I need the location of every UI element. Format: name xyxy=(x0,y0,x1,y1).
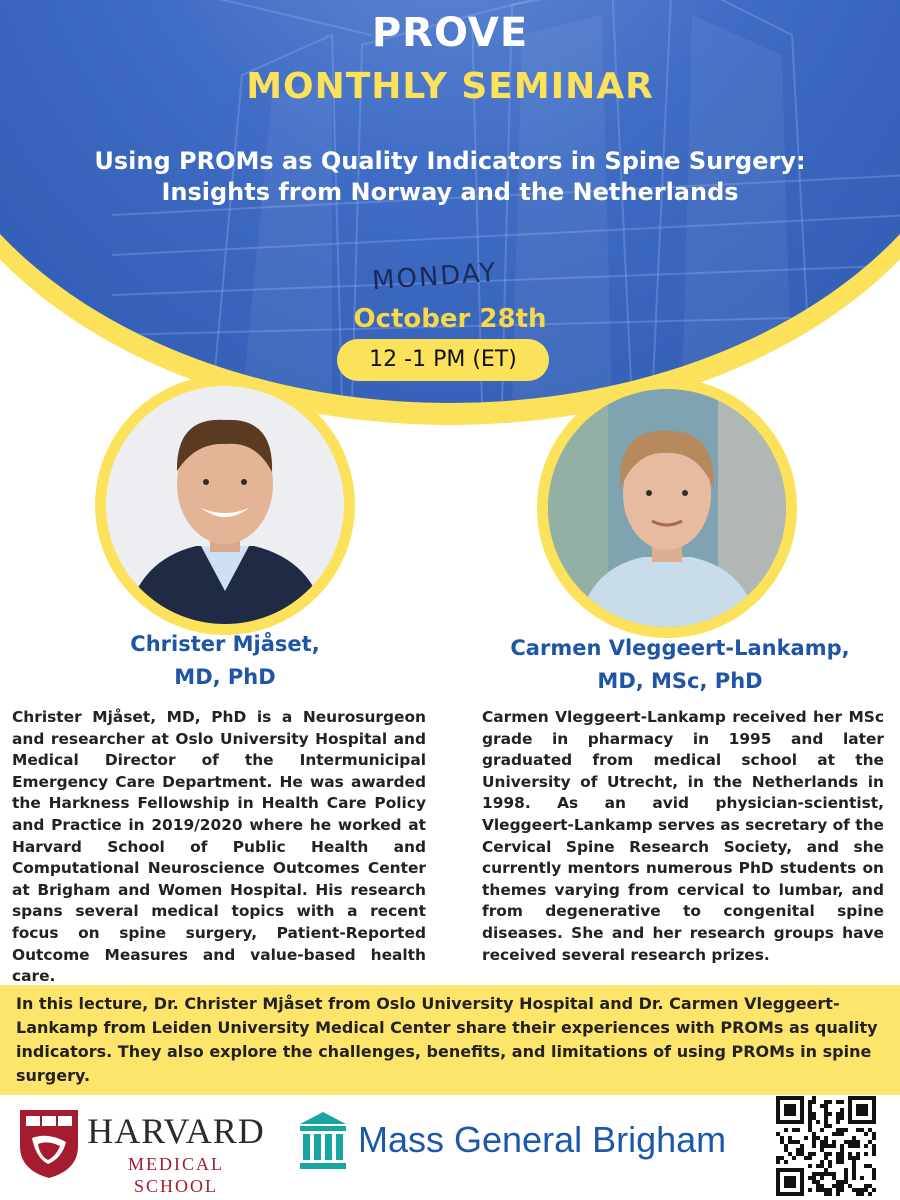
org-title: PROVE xyxy=(371,10,529,56)
talk-title-line-1: Using PROMs as Quality Indicators in Spine Surgery: xyxy=(94,147,806,175)
speaker-1-photo xyxy=(106,386,344,624)
speaker-2-photo xyxy=(548,389,786,627)
event-time: 12 -1 PM (ET) xyxy=(337,339,549,381)
harvard-subtitle: MEDICAL SCHOOL xyxy=(128,1154,224,1196)
speaker-2-name-line-1: Carmen Vleggeert-Lankamp, xyxy=(510,636,850,660)
speaker-2-name xyxy=(480,632,880,698)
series-title: MONTHLY SEMINAR xyxy=(246,66,654,107)
talk-title-line-2: Insights from Norway and the Netherlands xyxy=(161,178,739,206)
speaker-1-name xyxy=(60,628,390,694)
mgb-columns-icon xyxy=(298,1110,348,1176)
harvard-shield-icon xyxy=(18,1108,80,1184)
mgb-wordmark: Mass General Brigham xyxy=(358,1119,727,1160)
speaker-2-bio: Carmen Vleggeert-Lankamp received her MSc grade in pharmacy in 1995 and later graduated from medical school at the University of Utrecht, in the Netherlands in 1998. As an avid physician-scientist, Vleggeert-Lankamp serves as secretary of the Cervical Spine Research Society, and she currently mentors numerous PhD students on themes varying from cervical to lumbar, and from degenerative to congenital spine diseases. She and her research groups have received several research prizes. xyxy=(482,708,884,964)
speaker-1-credentials: MD, PhD xyxy=(174,665,276,689)
qr-code-icon xyxy=(776,1096,876,1200)
summary-text: In this lecture, Dr. Christer Mjåset from Oslo University Hospital and Dr. Carmen Vleggeert-Lankamp from Leiden University Medical Center share their experiences with PROMs as quality indicators. They also explore the challenges, benefits, and limitations of using PROMs in spine surgery. xyxy=(16,994,878,1085)
weekday-text: MONDAY xyxy=(371,257,499,297)
speaker-1-bio: Christer Mjåset, MD, PhD is a Neurosurgeon and researcher at Oslo University Hospital and Medical Director of the Intermunicipal Emergency Care Department. He was awarded the Harkness Fellowship in Health Care Policy and Practice in 2019/2020 where he worked at Harvard School of Public Health and Computational Neuroscience Outcomes Center at Brigham and Women Hospital. His research spans several medical topics with a recent focus on spine surgery, Patient-Reported Outcome Measures and value-based health care. xyxy=(12,708,426,986)
harvard-name: HARVARD xyxy=(87,1111,265,1151)
event-date: October 28th xyxy=(353,304,547,334)
harvard-wordmark xyxy=(86,1111,266,1197)
speaker-2-credentials: MD, MSc, PhD xyxy=(597,669,763,693)
talk-title xyxy=(0,146,900,208)
speaker-1-name-line-1: Christer Mjåset, xyxy=(130,632,320,656)
